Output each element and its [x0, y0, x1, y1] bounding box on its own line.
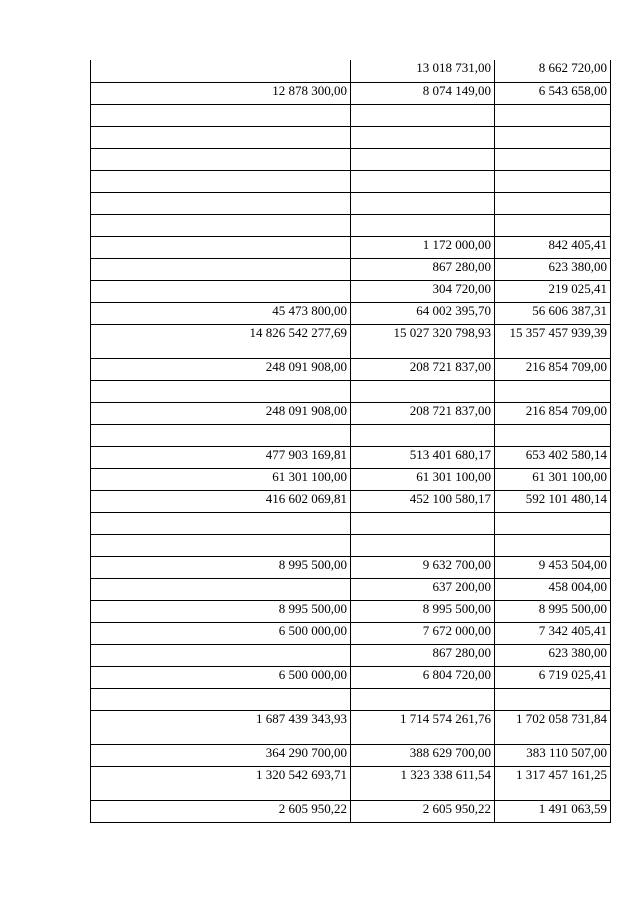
- table-cell-col3: 383 110 507,00: [495, 744, 611, 766]
- table-cell-col1: 14 826 542 277,69: [91, 324, 351, 358]
- table-row: [91, 512, 611, 534]
- table-cell-col3: [495, 380, 611, 402]
- table-row: [91, 324, 611, 358]
- table-row: [91, 600, 611, 622]
- table-row: [91, 358, 611, 380]
- table-cell-col2: 61 301 100,00: [351, 468, 495, 490]
- table-row: [91, 302, 611, 324]
- table-row: [91, 688, 611, 710]
- table-cell-col1: 1 687 439 343,93: [91, 710, 351, 744]
- table-cell-col3: [495, 126, 611, 148]
- table-cell-col3: 458 004,00: [495, 578, 611, 600]
- table-cell-col1: [91, 688, 351, 710]
- table-cell-col2: [351, 380, 495, 402]
- table-cell-col1: 364 290 700,00: [91, 744, 351, 766]
- table-cell-col2: 388 629 700,00: [351, 744, 495, 766]
- table-cell-col2: [351, 170, 495, 192]
- table-cell-col2: 208 721 837,00: [351, 358, 495, 380]
- table-cell-col3: 7 342 405,41: [495, 622, 611, 644]
- table-cell-col2: [351, 148, 495, 170]
- table-cell-col2: [351, 192, 495, 214]
- table-row: [91, 380, 611, 402]
- table-row: [91, 556, 611, 578]
- table-cell-col3: [495, 104, 611, 126]
- table-cell-col2: 1 323 338 611,54: [351, 766, 495, 800]
- table-cell-col1: [91, 512, 351, 534]
- table-cell-col3: 8 662 720,00: [495, 60, 611, 82]
- table-cell-col3: [495, 214, 611, 236]
- table-row: [91, 644, 611, 666]
- table-row: [91, 534, 611, 556]
- table-row: [91, 710, 611, 744]
- table-cell-col1: 6 500 000,00: [91, 666, 351, 688]
- table-cell-col2: 452 100 580,17: [351, 490, 495, 512]
- table-row: [91, 60, 611, 82]
- table-cell-col3: 8 995 500,00: [495, 600, 611, 622]
- table-cell-col2: [351, 688, 495, 710]
- table-cell-col3: 6 719 025,41: [495, 666, 611, 688]
- table-cell-col1: 1 320 542 693,71: [91, 766, 351, 800]
- table-cell-col1: [91, 170, 351, 192]
- table-cell-col1: [91, 644, 351, 666]
- table-cell-col3: 56 606 387,31: [495, 302, 611, 324]
- table-cell-col1: [91, 148, 351, 170]
- table-cell-col1: 477 903 169,81: [91, 446, 351, 468]
- table-cell-col2: 9 632 700,00: [351, 556, 495, 578]
- table-row: [91, 280, 611, 302]
- table-cell-col3: [495, 170, 611, 192]
- table-cell-col2: 64 002 395,70: [351, 302, 495, 324]
- table-cell-col1: 6 500 000,00: [91, 622, 351, 644]
- table-cell-col3: 6 543 658,00: [495, 82, 611, 104]
- table-cell-col1: [91, 258, 351, 280]
- table-cell-col1: 416 602 069,81: [91, 490, 351, 512]
- table-row: [91, 424, 611, 446]
- table-row: [91, 192, 611, 214]
- table-cell-col3: 9 453 504,00: [495, 556, 611, 578]
- table-cell-col3: 1 491 063,59: [495, 800, 611, 822]
- table-cell-col1: 61 301 100,00: [91, 468, 351, 490]
- table-cell-col2: 15 027 320 798,93: [351, 324, 495, 358]
- table-cell-col3: 216 854 709,00: [495, 358, 611, 380]
- table-cell-col2: [351, 512, 495, 534]
- table-cell-col3: 1 317 457 161,25: [495, 766, 611, 800]
- table-row: [91, 170, 611, 192]
- table-cell-col2: [351, 104, 495, 126]
- table-row: [91, 446, 611, 468]
- table-cell-col1: [91, 126, 351, 148]
- table-row: [91, 578, 611, 600]
- table-cell-col3: 623 380,00: [495, 258, 611, 280]
- table-cell-col1: 8 995 500,00: [91, 600, 351, 622]
- table-cell-col2: [351, 214, 495, 236]
- table-cell-col2: 8 995 500,00: [351, 600, 495, 622]
- table-cell-col2: 13 018 731,00: [351, 60, 495, 82]
- table-cell-col2: 1 714 574 261,76: [351, 710, 495, 744]
- table-cell-col3: [495, 148, 611, 170]
- table-cell-col2: 8 074 149,00: [351, 82, 495, 104]
- table-cell-col3: 592 101 480,14: [495, 490, 611, 512]
- table-cell-col3: 219 025,41: [495, 280, 611, 302]
- table-cell-col1: [91, 60, 351, 82]
- table-cell-col1: [91, 578, 351, 600]
- table-cell-col1: [91, 236, 351, 258]
- budget-table-body: [91, 60, 611, 822]
- table-cell-col2: 513 401 680,17: [351, 446, 495, 468]
- table-cell-col3: [495, 534, 611, 556]
- budget-table-sheet: [90, 60, 611, 823]
- table-cell-col1: 12 878 300,00: [91, 82, 351, 104]
- table-cell-col3: 216 854 709,00: [495, 402, 611, 424]
- table-cell-col3: [495, 424, 611, 446]
- table-row: [91, 236, 611, 258]
- table-cell-col3: [495, 688, 611, 710]
- table-cell-col2: 304 720,00: [351, 280, 495, 302]
- table-cell-col3: 623 380,00: [495, 644, 611, 666]
- table-row: [91, 126, 611, 148]
- table-cell-col2: [351, 534, 495, 556]
- table-row: [91, 214, 611, 236]
- table-cell-col1: 248 091 908,00: [91, 402, 351, 424]
- table-row: [91, 82, 611, 104]
- table-row: [91, 148, 611, 170]
- table-cell-col1: [91, 192, 351, 214]
- table-cell-col3: 1 702 058 731,84: [495, 710, 611, 744]
- table-row: [91, 104, 611, 126]
- table-row: [91, 744, 611, 766]
- table-cell-col1: [91, 104, 351, 126]
- table-cell-col3: 15 357 457 939,39: [495, 324, 611, 358]
- table-cell-col1: [91, 534, 351, 556]
- table-cell-col2: 2 605 950,22: [351, 800, 495, 822]
- table-row: [91, 622, 611, 644]
- table-cell-col2: 637 200,00: [351, 578, 495, 600]
- table-cell-col1: 8 995 500,00: [91, 556, 351, 578]
- table-cell-col1: [91, 424, 351, 446]
- table-cell-col1: [91, 280, 351, 302]
- table-row: [91, 800, 611, 822]
- table-row: [91, 258, 611, 280]
- table-cell-col3: 653 402 580,14: [495, 446, 611, 468]
- table-cell-col2: [351, 424, 495, 446]
- table-row: [91, 490, 611, 512]
- table-cell-col2: 867 280,00: [351, 644, 495, 666]
- table-row: [91, 468, 611, 490]
- table-cell-col2: 6 804 720,00: [351, 666, 495, 688]
- table-cell-col1: 2 605 950,22: [91, 800, 351, 822]
- table-cell-col3: [495, 512, 611, 534]
- table-cell-col2: 867 280,00: [351, 258, 495, 280]
- table-cell-col1: 45 473 800,00: [91, 302, 351, 324]
- table-cell-col2: [351, 126, 495, 148]
- table-cell-col2: 7 672 000,00: [351, 622, 495, 644]
- table-cell-col3: [495, 192, 611, 214]
- table-cell-col1: [91, 380, 351, 402]
- table-cell-col1: [91, 214, 351, 236]
- table-row: [91, 402, 611, 424]
- table-row: [91, 766, 611, 800]
- budget-table: [90, 60, 611, 823]
- table-cell-col3: 842 405,41: [495, 236, 611, 258]
- table-cell-col2: 1 172 000,00: [351, 236, 495, 258]
- table-cell-col3: 61 301 100,00: [495, 468, 611, 490]
- table-cell-col1: 248 091 908,00: [91, 358, 351, 380]
- table-cell-col2: 208 721 837,00: [351, 402, 495, 424]
- table-row: [91, 666, 611, 688]
